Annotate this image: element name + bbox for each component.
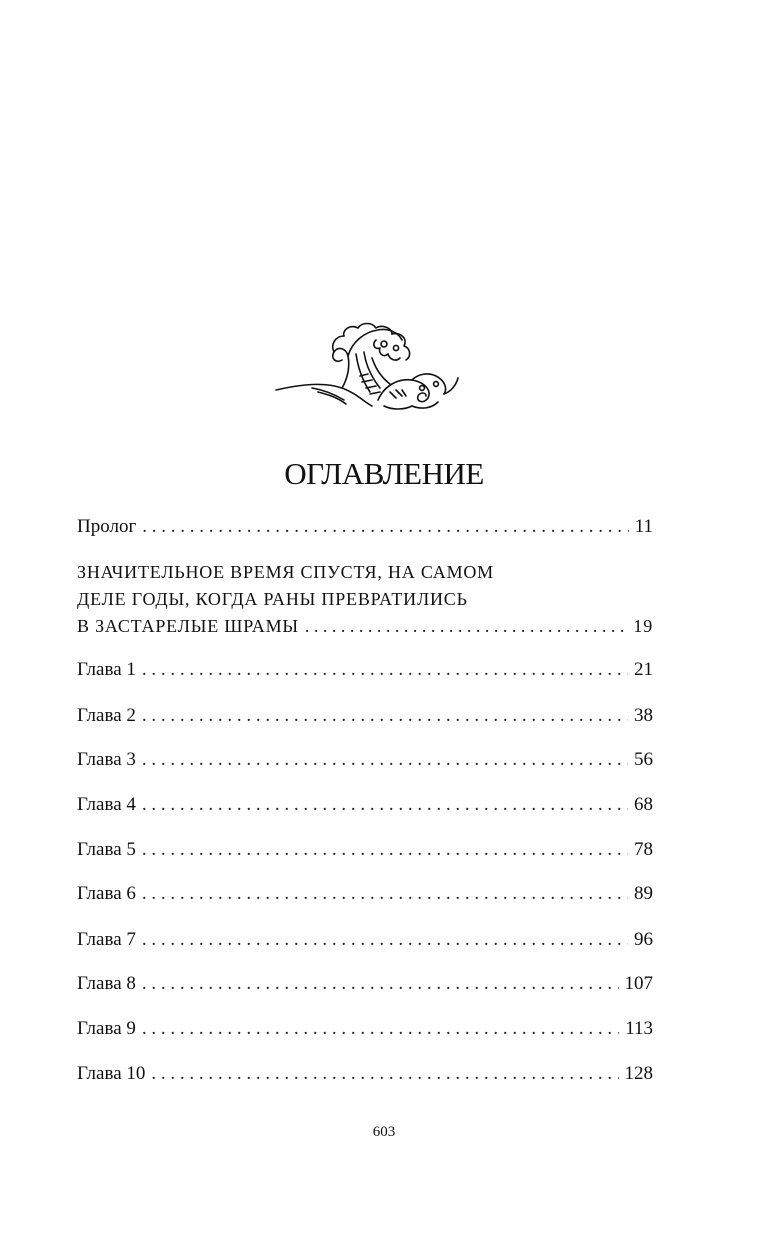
toc-entry-section[interactable] [77, 559, 653, 640]
toc-entry-prologue[interactable] [77, 515, 653, 539]
dot-leader [142, 515, 628, 539]
dot-leader [142, 704, 628, 728]
dot-leader [142, 793, 628, 817]
toc-entry-page: 68 [634, 794, 653, 815]
toc-entry-page: 56 [634, 749, 653, 770]
toc-entry-chapter-7[interactable] [77, 928, 653, 952]
toc-entry-chapter-9[interactable] [77, 1017, 653, 1041]
toc-entry-label: Глава 2 [77, 705, 136, 726]
toc-entry-label: Глава 8 [77, 973, 136, 994]
dot-leader [142, 972, 619, 996]
dot-leader [142, 882, 628, 906]
toc-entry-page: 96 [634, 929, 653, 950]
toc-section-last-line [77, 613, 653, 640]
toc-entry-page: 128 [624, 1063, 653, 1084]
page-number: 603 [372, 1124, 396, 1140]
toc-entry-chapter-10[interactable] [77, 1062, 653, 1086]
dot-leader [151, 1062, 618, 1086]
dot-leader [142, 838, 628, 862]
toc-entry-page: 11 [634, 516, 653, 537]
toc-entry-chapter-6[interactable] [77, 882, 653, 906]
toc-entry-chapter-2[interactable] [77, 704, 653, 728]
toc-entry-page: 19 [633, 616, 653, 636]
toc-entry-page: 107 [624, 973, 653, 994]
toc-entry-page: 89 [634, 883, 653, 904]
toc-entry-chapter-8[interactable] [77, 972, 653, 996]
toc-entry-label: Глава 10 [77, 1063, 146, 1084]
toc-entry-label: Глава 7 [77, 929, 136, 950]
toc-entry-label: Пролог [77, 516, 137, 537]
toc-entry-chapter-4[interactable] [77, 793, 653, 817]
page-title: ОГЛАВЛЕНИЕ [284, 456, 484, 491]
toc-entry-label: Глава 9 [77, 1018, 136, 1039]
toc-entry-chapter-5[interactable] [77, 838, 653, 862]
toc-section-line-1: ЗНАЧИТЕЛЬНОЕ ВРЕМЯ СПУСТЯ, НА САМОМ [77, 562, 494, 582]
dot-leader [142, 1017, 619, 1041]
toc-entry-chapter-1[interactable] [77, 658, 653, 682]
toc-section-line-3: В ЗАСТАРЕЛЫЕ ШРАМЫ [77, 616, 299, 636]
dot-leader [142, 928, 628, 952]
dot-leader [142, 748, 628, 772]
toc-entry-page: 21 [634, 659, 653, 680]
toc-entry-chapter-3[interactable] [77, 748, 653, 772]
toc-entry-label: Глава 3 [77, 749, 136, 770]
toc-entry-page: 113 [625, 1018, 653, 1039]
great-wave-icon [272, 318, 462, 418]
toc-entry-label: Глава 6 [77, 883, 136, 904]
toc-entry-page: 78 [634, 839, 653, 860]
toc-entry-label: Глава 4 [77, 794, 136, 815]
toc-entry-label: Глава 5 [77, 839, 136, 860]
toc-section-line-2: ДЕЛЕ ГОДЫ, КОГДА РАНЫ ПРЕВРАТИЛИСЬ [77, 589, 468, 609]
toc-entry-page: 38 [634, 705, 653, 726]
toc-entry-label: Глава 1 [77, 659, 136, 680]
dot-leader [142, 658, 628, 682]
dot-leader [305, 613, 628, 640]
